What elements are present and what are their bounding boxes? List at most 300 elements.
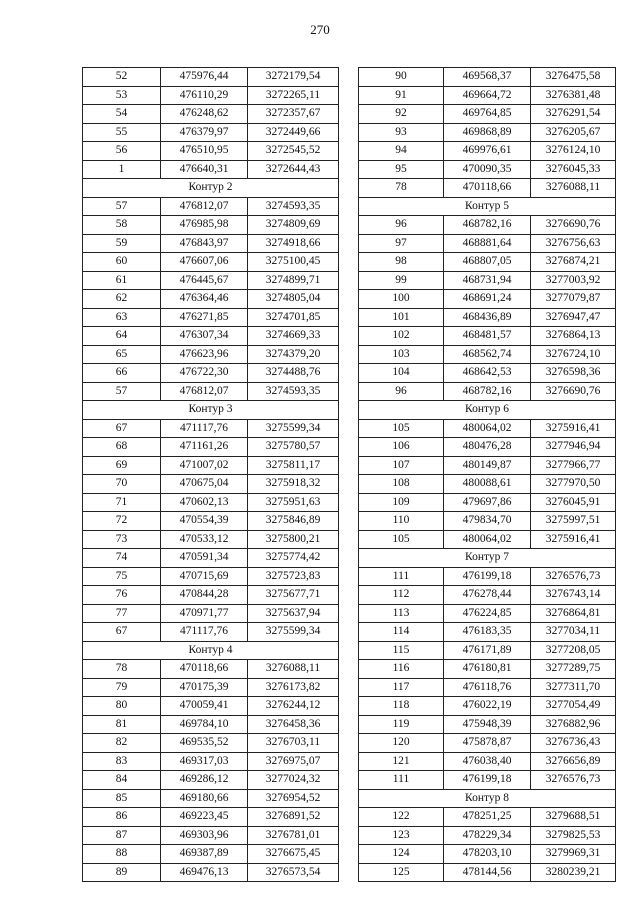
table-row <box>359 327 616 346</box>
x-coordinate-cell: 476038,40 <box>444 752 531 771</box>
point-number-cell: 61 <box>83 271 161 290</box>
x-coordinate-cell: 476510,95 <box>161 142 248 161</box>
point-number-cell: 52 <box>83 68 161 87</box>
y-coordinate-cell: 3276124,10 <box>531 142 616 161</box>
table-row <box>83 253 339 272</box>
table-row <box>359 308 616 327</box>
table-row <box>83 826 339 845</box>
table-row <box>359 567 616 586</box>
contour-header-row <box>359 401 616 420</box>
y-coordinate-cell: 3275951,63 <box>248 493 339 512</box>
table-row <box>83 845 339 864</box>
point-number-cell: 80 <box>83 697 161 716</box>
y-coordinate-cell: 3277079,87 <box>531 290 616 309</box>
table-row <box>83 808 339 827</box>
x-coordinate-cell: 479697,86 <box>444 493 531 512</box>
x-coordinate-cell: 469286,12 <box>161 771 248 790</box>
table-row <box>359 863 616 882</box>
table-row <box>83 493 339 512</box>
y-coordinate-cell: 3276724,10 <box>531 345 616 364</box>
y-coordinate-cell: 3276205,67 <box>531 123 616 142</box>
point-number-cell: 77 <box>83 604 161 623</box>
x-coordinate-cell: 475878,87 <box>444 734 531 753</box>
table-row <box>359 253 616 272</box>
contour-title: Контур 7 <box>359 549 616 568</box>
x-coordinate-cell: 469180,66 <box>161 789 248 808</box>
y-coordinate-cell: 3276045,91 <box>531 493 616 512</box>
point-number-cell: 73 <box>83 530 161 549</box>
x-coordinate-cell: 468562,74 <box>444 345 531 364</box>
table-row <box>359 216 616 235</box>
y-coordinate-cell: 3274488,76 <box>248 364 339 383</box>
x-coordinate-cell: 469764,85 <box>444 105 531 124</box>
x-coordinate-cell: 468642,53 <box>444 364 531 383</box>
y-coordinate-cell: 3274379,20 <box>248 345 339 364</box>
table-row <box>83 586 339 605</box>
table-row <box>83 345 339 364</box>
point-number-cell: 86 <box>83 808 161 827</box>
x-coordinate-cell: 468691,24 <box>444 290 531 309</box>
y-coordinate-cell: 3276756,63 <box>531 234 616 253</box>
point-number-cell: 76 <box>83 586 161 605</box>
y-coordinate-cell: 3276690,76 <box>531 382 616 401</box>
table-row <box>83 290 339 309</box>
point-number-cell: 102 <box>359 327 444 346</box>
x-coordinate-cell: 476278,44 <box>444 586 531 605</box>
point-number-cell: 84 <box>83 771 161 790</box>
table-row <box>83 715 339 734</box>
table-row <box>83 234 339 253</box>
point-number-cell: 65 <box>83 345 161 364</box>
x-coordinate-cell: 469976,61 <box>444 142 531 161</box>
point-number-cell: 122 <box>359 808 444 827</box>
x-coordinate-cell: 470533,12 <box>161 530 248 549</box>
point-number-cell: 99 <box>359 271 444 290</box>
x-coordinate-cell: 476364,46 <box>161 290 248 309</box>
table-row <box>359 419 616 438</box>
table-row <box>359 438 616 457</box>
x-coordinate-cell: 476271,85 <box>161 308 248 327</box>
x-coordinate-cell: 471007,02 <box>161 456 248 475</box>
x-coordinate-cell: 468881,64 <box>444 234 531 253</box>
table-row <box>359 160 616 179</box>
x-coordinate-cell: 480088,61 <box>444 475 531 494</box>
point-number-cell: 70 <box>83 475 161 494</box>
table-row <box>359 623 616 642</box>
table-row <box>83 456 339 475</box>
point-number-cell: 97 <box>359 234 444 253</box>
x-coordinate-cell: 478251,25 <box>444 808 531 827</box>
y-coordinate-cell: 3276891,52 <box>248 808 339 827</box>
table-row <box>83 660 339 679</box>
y-coordinate-cell: 3276703,11 <box>248 734 339 753</box>
y-coordinate-cell: 3276864,13 <box>531 327 616 346</box>
y-coordinate-cell: 3276781,01 <box>248 826 339 845</box>
table-row <box>83 160 339 179</box>
table-row <box>359 715 616 734</box>
point-number-cell: 54 <box>83 105 161 124</box>
x-coordinate-cell: 476199,18 <box>444 567 531 586</box>
table-body <box>83 68 339 882</box>
point-number-cell: 124 <box>359 845 444 864</box>
y-coordinate-cell: 3274899,71 <box>248 271 339 290</box>
x-coordinate-cell: 476812,07 <box>161 382 248 401</box>
table-row <box>359 86 616 105</box>
x-coordinate-cell: 469303,96 <box>161 826 248 845</box>
x-coordinate-cell: 475948,39 <box>444 715 531 734</box>
y-coordinate-cell: 3276573,54 <box>248 863 339 882</box>
table-row <box>83 697 339 716</box>
table-row <box>83 142 339 161</box>
point-number-cell: 64 <box>83 327 161 346</box>
table-row <box>83 771 339 790</box>
point-number-cell: 75 <box>83 567 161 586</box>
y-coordinate-cell: 3276475,58 <box>531 68 616 87</box>
x-coordinate-cell: 470591,34 <box>161 549 248 568</box>
y-coordinate-cell: 3276173,82 <box>248 678 339 697</box>
contour-title: Контур 6 <box>359 401 616 420</box>
table-row <box>359 586 616 605</box>
point-number-cell: 103 <box>359 345 444 364</box>
y-coordinate-cell: 3272449,66 <box>248 123 339 142</box>
table-row <box>359 752 616 771</box>
point-number-cell: 109 <box>359 493 444 512</box>
point-number-cell: 104 <box>359 364 444 383</box>
x-coordinate-cell: 468782,16 <box>444 382 531 401</box>
y-coordinate-cell: 3277311,70 <box>531 678 616 697</box>
point-number-cell: 81 <box>83 715 161 734</box>
x-coordinate-cell: 476812,07 <box>161 197 248 216</box>
point-number-cell: 96 <box>359 216 444 235</box>
point-number-cell: 96 <box>359 382 444 401</box>
y-coordinate-cell: 3276690,76 <box>531 216 616 235</box>
y-coordinate-cell: 3276576,73 <box>531 771 616 790</box>
y-coordinate-cell: 3274805,04 <box>248 290 339 309</box>
point-number-cell: 56 <box>83 142 161 161</box>
point-number-cell: 115 <box>359 641 444 660</box>
x-coordinate-cell: 476248,62 <box>161 105 248 124</box>
contour-header-row <box>359 197 616 216</box>
x-coordinate-cell: 480149,87 <box>444 456 531 475</box>
point-number-cell: 123 <box>359 826 444 845</box>
y-coordinate-cell: 3277003,92 <box>531 271 616 290</box>
contour-header-row <box>359 549 616 568</box>
x-coordinate-cell: 478229,34 <box>444 826 531 845</box>
x-coordinate-cell: 469568,37 <box>444 68 531 87</box>
y-coordinate-cell: 3272357,67 <box>248 105 339 124</box>
table-row <box>83 678 339 697</box>
contour-title: Контур 5 <box>359 197 616 216</box>
x-coordinate-cell: 475976,44 <box>161 68 248 87</box>
y-coordinate-cell: 3276882,96 <box>531 715 616 734</box>
table-row <box>83 789 339 808</box>
table-row <box>83 364 339 383</box>
x-coordinate-cell: 469387,89 <box>161 845 248 864</box>
table-row <box>83 549 339 568</box>
x-coordinate-cell: 470175,39 <box>161 678 248 697</box>
point-number-cell: 78 <box>359 179 444 198</box>
x-coordinate-cell: 471117,76 <box>161 419 248 438</box>
contour-title: Контур 3 <box>83 401 339 420</box>
y-coordinate-cell: 3275599,34 <box>248 623 339 642</box>
x-coordinate-cell: 476183,35 <box>444 623 531 642</box>
point-number-cell: 116 <box>359 660 444 679</box>
x-coordinate-cell: 471161,26 <box>161 438 248 457</box>
y-coordinate-cell: 3276675,45 <box>248 845 339 864</box>
table-row <box>83 438 339 457</box>
table-row <box>83 308 339 327</box>
point-number-cell: 58 <box>83 216 161 235</box>
table-row <box>359 345 616 364</box>
contour-header-row <box>83 179 339 198</box>
y-coordinate-cell: 3276458,36 <box>248 715 339 734</box>
table-row <box>83 567 339 586</box>
table-row <box>359 290 616 309</box>
y-coordinate-cell: 3274701,85 <box>248 308 339 327</box>
y-coordinate-cell: 3275916,41 <box>531 419 616 438</box>
y-coordinate-cell: 3274809,69 <box>248 216 339 235</box>
y-coordinate-cell: 3276975,07 <box>248 752 339 771</box>
y-coordinate-cell: 3276088,11 <box>248 660 339 679</box>
x-coordinate-cell: 476224,85 <box>444 604 531 623</box>
point-number-cell: 112 <box>359 586 444 605</box>
x-coordinate-cell: 468436,89 <box>444 308 531 327</box>
y-coordinate-cell: 3276947,47 <box>531 308 616 327</box>
y-coordinate-cell: 3277034,11 <box>531 623 616 642</box>
point-number-cell: 83 <box>83 752 161 771</box>
table-row <box>83 216 339 235</box>
y-coordinate-cell: 3275677,71 <box>248 586 339 605</box>
x-coordinate-cell: 476110,29 <box>161 86 248 105</box>
y-coordinate-cell: 3272265,11 <box>248 86 339 105</box>
table-row <box>83 475 339 494</box>
point-number-cell: 91 <box>359 86 444 105</box>
y-coordinate-cell: 3275774,42 <box>248 549 339 568</box>
table-row <box>83 68 339 87</box>
x-coordinate-cell: 470844,28 <box>161 586 248 605</box>
x-coordinate-cell: 469784,10 <box>161 715 248 734</box>
x-coordinate-cell: 480476,28 <box>444 438 531 457</box>
x-coordinate-cell: 476445,67 <box>161 271 248 290</box>
point-number-cell: 106 <box>359 438 444 457</box>
table-row <box>359 808 616 827</box>
point-number-cell: 1 <box>83 160 161 179</box>
x-coordinate-cell: 469535,52 <box>161 734 248 753</box>
y-coordinate-cell: 3279969,31 <box>531 845 616 864</box>
table-row <box>359 734 616 753</box>
point-number-cell: 74 <box>83 549 161 568</box>
y-coordinate-cell: 3276954,52 <box>248 789 339 808</box>
y-coordinate-cell: 3272644,43 <box>248 160 339 179</box>
x-coordinate-cell: 478203,10 <box>444 845 531 864</box>
page-number: 270 <box>310 22 330 37</box>
x-coordinate-cell: 476307,34 <box>161 327 248 346</box>
point-number-cell: 95 <box>359 160 444 179</box>
x-coordinate-cell: 470554,39 <box>161 512 248 531</box>
y-coordinate-cell: 3276045,33 <box>531 160 616 179</box>
x-coordinate-cell: 476985,98 <box>161 216 248 235</box>
x-coordinate-cell: 468807,05 <box>444 253 531 272</box>
table-row <box>359 604 616 623</box>
point-number-cell: 107 <box>359 456 444 475</box>
y-coordinate-cell: 3277024,32 <box>248 771 339 790</box>
table-row <box>83 734 339 753</box>
y-coordinate-cell: 3280239,21 <box>531 863 616 882</box>
table-row <box>359 826 616 845</box>
y-coordinate-cell: 3277289,75 <box>531 660 616 679</box>
x-coordinate-cell: 470090,35 <box>444 160 531 179</box>
y-coordinate-cell: 3275100,45 <box>248 253 339 272</box>
y-coordinate-cell: 3275846,89 <box>248 512 339 531</box>
point-number-cell: 59 <box>83 234 161 253</box>
table-row <box>83 752 339 771</box>
point-number-cell: 90 <box>359 68 444 87</box>
table-row <box>359 475 616 494</box>
y-coordinate-cell: 3272545,52 <box>248 142 339 161</box>
y-coordinate-cell: 3275780,57 <box>248 438 339 457</box>
table-row <box>359 845 616 864</box>
contour-title: Контур 4 <box>83 641 339 660</box>
y-coordinate-cell: 3275599,34 <box>248 419 339 438</box>
x-coordinate-cell: 476843,97 <box>161 234 248 253</box>
point-number-cell: 55 <box>83 123 161 142</box>
point-number-cell: 72 <box>83 512 161 531</box>
y-coordinate-cell: 3279688,51 <box>531 808 616 827</box>
y-coordinate-cell: 3275800,21 <box>248 530 339 549</box>
x-coordinate-cell: 471117,76 <box>161 623 248 642</box>
y-coordinate-cell: 3276598,36 <box>531 364 616 383</box>
x-coordinate-cell: 468782,16 <box>444 216 531 235</box>
table-row <box>83 863 339 882</box>
point-number-cell: 105 <box>359 419 444 438</box>
y-coordinate-cell: 3276244,12 <box>248 697 339 716</box>
x-coordinate-cell: 479834,70 <box>444 512 531 531</box>
table-row <box>83 197 339 216</box>
y-coordinate-cell: 3276088,11 <box>531 179 616 198</box>
table-row <box>359 123 616 142</box>
table-row <box>359 530 616 549</box>
x-coordinate-cell: 476118,76 <box>444 678 531 697</box>
x-coordinate-cell: 468731,94 <box>444 271 531 290</box>
x-coordinate-cell: 470118,66 <box>161 660 248 679</box>
point-number-cell: 71 <box>83 493 161 512</box>
table-row <box>83 382 339 401</box>
point-number-cell: 85 <box>83 789 161 808</box>
table-row <box>359 660 616 679</box>
point-number-cell: 92 <box>359 105 444 124</box>
x-coordinate-cell: 469476,13 <box>161 863 248 882</box>
point-number-cell: 60 <box>83 253 161 272</box>
point-number-cell: 79 <box>83 678 161 697</box>
table-row <box>83 623 339 642</box>
x-coordinate-cell: 476379,97 <box>161 123 248 142</box>
table-row <box>359 697 616 716</box>
point-number-cell: 117 <box>359 678 444 697</box>
coordinates-table-left <box>82 67 339 882</box>
x-coordinate-cell: 468481,57 <box>444 327 531 346</box>
point-number-cell: 66 <box>83 364 161 383</box>
table-row <box>359 382 616 401</box>
point-number-cell: 67 <box>83 419 161 438</box>
point-number-cell: 57 <box>83 197 161 216</box>
point-number-cell: 67 <box>83 623 161 642</box>
point-number-cell: 82 <box>83 734 161 753</box>
contour-title: Контур 2 <box>83 179 339 198</box>
point-number-cell: 119 <box>359 715 444 734</box>
x-coordinate-cell: 476180,81 <box>444 660 531 679</box>
y-coordinate-cell: 3275723,83 <box>248 567 339 586</box>
table-row <box>83 86 339 105</box>
x-coordinate-cell: 476607,06 <box>161 253 248 272</box>
x-coordinate-cell: 470602,13 <box>161 493 248 512</box>
x-coordinate-cell: 480064,02 <box>444 530 531 549</box>
y-coordinate-cell: 3275918,32 <box>248 475 339 494</box>
table-row <box>83 419 339 438</box>
table-row <box>83 271 339 290</box>
y-coordinate-cell: 3276381,48 <box>531 86 616 105</box>
y-coordinate-cell: 3274593,35 <box>248 197 339 216</box>
y-coordinate-cell: 3275637,94 <box>248 604 339 623</box>
table-row <box>359 68 616 87</box>
x-coordinate-cell: 480064,02 <box>444 419 531 438</box>
x-coordinate-cell: 476199,18 <box>444 771 531 790</box>
table-row <box>359 105 616 124</box>
point-number-cell: 101 <box>359 308 444 327</box>
point-number-cell: 108 <box>359 475 444 494</box>
table-row <box>359 234 616 253</box>
point-number-cell: 62 <box>83 290 161 309</box>
point-number-cell: 57 <box>83 382 161 401</box>
y-coordinate-cell: 3277054,49 <box>531 697 616 716</box>
x-coordinate-cell: 478144,56 <box>444 863 531 882</box>
x-coordinate-cell: 476722,30 <box>161 364 248 383</box>
table-row <box>359 142 616 161</box>
x-coordinate-cell: 476623,96 <box>161 345 248 364</box>
point-number-cell: 105 <box>359 530 444 549</box>
point-number-cell: 111 <box>359 567 444 586</box>
contour-header-row <box>359 789 616 808</box>
y-coordinate-cell: 3279825,53 <box>531 826 616 845</box>
point-number-cell: 118 <box>359 697 444 716</box>
y-coordinate-cell: 3274669,33 <box>248 327 339 346</box>
x-coordinate-cell: 476022,19 <box>444 697 531 716</box>
table-row <box>83 123 339 142</box>
point-number-cell: 113 <box>359 604 444 623</box>
table-row <box>359 364 616 383</box>
point-number-cell: 98 <box>359 253 444 272</box>
y-coordinate-cell: 3276864,81 <box>531 604 616 623</box>
x-coordinate-cell: 476171,89 <box>444 641 531 660</box>
point-number-cell: 125 <box>359 863 444 882</box>
point-number-cell: 68 <box>83 438 161 457</box>
table-row <box>359 456 616 475</box>
x-coordinate-cell: 469868,89 <box>444 123 531 142</box>
y-coordinate-cell: 3272179,54 <box>248 68 339 87</box>
point-number-cell: 100 <box>359 290 444 309</box>
point-number-cell: 69 <box>83 456 161 475</box>
x-coordinate-cell: 469223,45 <box>161 808 248 827</box>
y-coordinate-cell: 3276736,43 <box>531 734 616 753</box>
x-coordinate-cell: 470971,77 <box>161 604 248 623</box>
y-coordinate-cell: 3276576,73 <box>531 567 616 586</box>
point-number-cell: 63 <box>83 308 161 327</box>
y-coordinate-cell: 3275997,51 <box>531 512 616 531</box>
y-coordinate-cell: 3277208,05 <box>531 641 616 660</box>
point-number-cell: 114 <box>359 623 444 642</box>
y-coordinate-cell: 3274593,35 <box>248 382 339 401</box>
table-row <box>359 493 616 512</box>
y-coordinate-cell: 3276291,54 <box>531 105 616 124</box>
